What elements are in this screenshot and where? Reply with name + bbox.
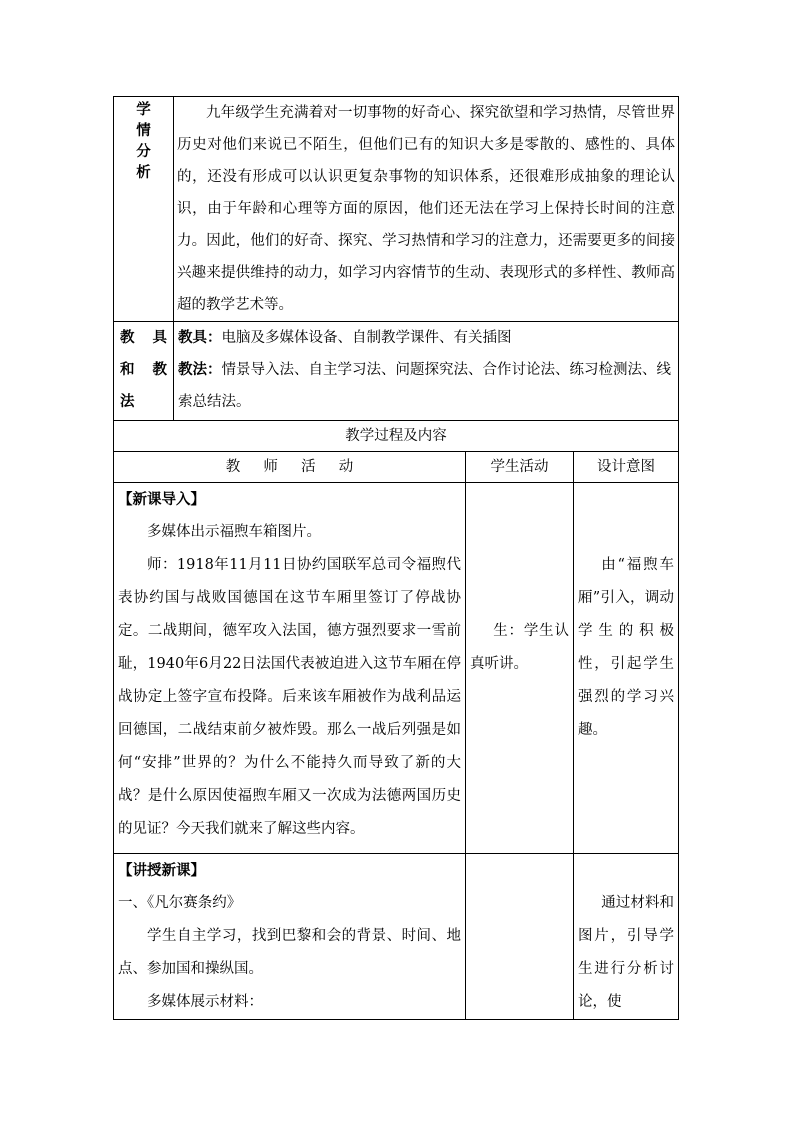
lecture-subheading: 一、《凡尔赛条约》 bbox=[118, 895, 242, 911]
analysis-label-char: 析 bbox=[136, 164, 151, 181]
lecture-row bbox=[114, 854, 679, 1020]
lecture-teacher-cell bbox=[114, 854, 466, 1020]
intro-paragraph-1: 多媒体出示福煦车箱图片。 bbox=[147, 524, 321, 540]
methods-line: 教法：情景导入法、自主学习法、问题探究法、合作讨论法、练习检测法、线索总结法。 bbox=[178, 361, 671, 410]
intro-student-cell bbox=[466, 483, 574, 854]
tools-line: 教具：电脑及多媒体设备、自制教学课件、有关插图 bbox=[178, 329, 512, 346]
col-student-header: 学生活动 bbox=[466, 452, 574, 483]
intro-heading: 【新课导入】 bbox=[118, 491, 205, 508]
lesson-plan-page bbox=[113, 96, 678, 1020]
lesson-plan-table bbox=[113, 96, 679, 1020]
analysis-label-char: 分 bbox=[136, 143, 151, 160]
analysis-label bbox=[114, 97, 174, 322]
column-header-row bbox=[114, 452, 679, 483]
intro-row bbox=[114, 483, 679, 854]
lecture-paragraph-2: 多媒体展示材料： bbox=[147, 994, 263, 1010]
lecture-student-cell bbox=[466, 854, 574, 1020]
col-design-header: 设计意图 bbox=[574, 452, 679, 483]
process-title-row bbox=[114, 421, 679, 452]
intro-teacher-cell bbox=[114, 483, 466, 854]
analysis-label-char: 学 bbox=[136, 101, 151, 118]
analysis-row bbox=[114, 97, 679, 322]
tools-row bbox=[114, 322, 679, 421]
intro-paragraph-2: 师：1918年11月11日协约国联军总司令福煦代表协约国与战败国德国在这节车厢里签订了停战协定。二战期间，德军攻入法国，德方强烈要求一雪前耻，1940年6月22日法国代表被迫进入这节车厢在停战协定上签字宣布投降。后来该车厢被作为战利品运回德国，二战结束前夕被炸毁。那么一战后列强是如何“安排”世界的？为什么不能持久而导致了新的大战？是什么原因使福煦车厢又一次成为法德两国历史的见证？今天我们就来了解这些内容。 bbox=[118, 557, 461, 837]
tools-content bbox=[174, 322, 679, 421]
lecture-design-cell bbox=[574, 854, 679, 1020]
intro-design-text: 由“福煦车厢”引入，调动学生的积极性，引起学生强烈的学习兴趣。 bbox=[578, 557, 675, 738]
tools-label: 教 具 和 教 法 bbox=[114, 322, 174, 421]
intro-design-cell bbox=[574, 483, 679, 854]
lecture-heading: 【讲授新课】 bbox=[118, 862, 205, 879]
analysis-label-char: 情 bbox=[136, 122, 151, 139]
intro-student-text: 生：学生认真听讲。 bbox=[470, 623, 569, 672]
lecture-paragraph-1: 学生自主学习，找到巴黎和会的背景、时间、地点、参加国和操纵国。 bbox=[118, 928, 461, 977]
lecture-design-text: 通过材料和图片，引导学生进行分析讨论，使 bbox=[578, 895, 675, 1010]
col-teacher-header: 教师活动 bbox=[114, 452, 466, 483]
analysis-text: 九年级学生充满着对一切事物的好奇心、探究欲望和学习热情，尽管世界历史对他们来说已不陌生，但他们已有的知识大多是零散的、感性的、具体的，还没有形成可以认识更复杂事物的知识体系，还很难形成抽象的理论认识，由于年龄和心理等方面的原因，他们还无法在学习上保持长时间的注意力。因此，他们的好奇、探究、学习热情和学习的注意力，还需要更多的间接兴趣来提供维持的动力，如学习内容情节的生动、表现形式的多样性、教师高超的教学艺术等。 bbox=[174, 97, 679, 322]
process-title: 教学过程及内容 bbox=[114, 421, 679, 452]
